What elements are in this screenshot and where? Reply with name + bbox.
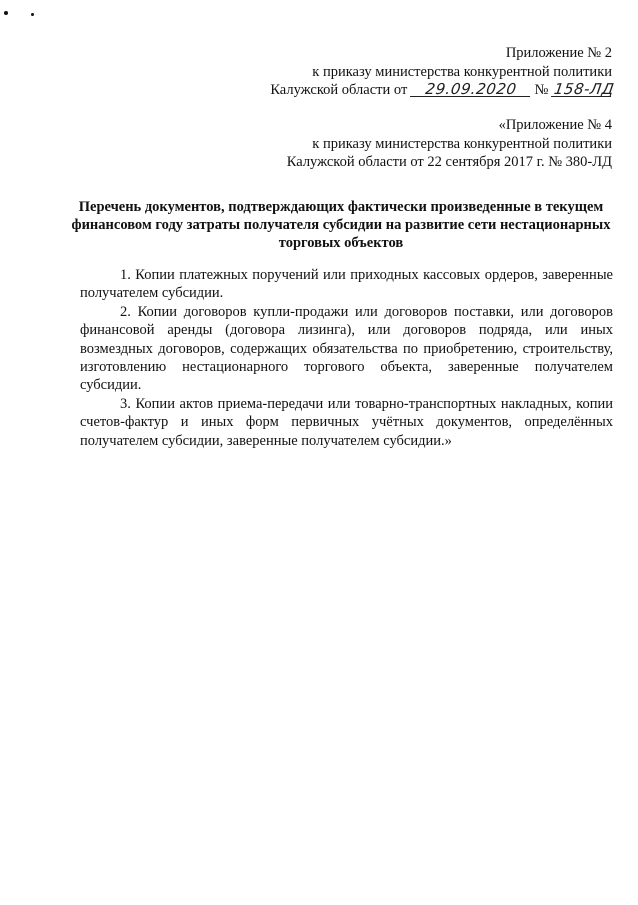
scan-speck bbox=[31, 13, 34, 16]
appendix-header bbox=[270, 44, 616, 100]
appendix-region-label: Калужской области от bbox=[270, 82, 408, 98]
appendix-order-ref: к приказу министерства конкурентной политики bbox=[312, 63, 612, 80]
handwritten-date: 29.09.2020 bbox=[410, 82, 532, 97]
document-title: Перечень документов, подтверждающих фактически произведенные в текущем финансовом году затраты получателя субсидии на развитие сети нестационарных торговых объектов bbox=[71, 199, 611, 251]
original-appendix-header bbox=[287, 116, 612, 172]
appendix-date-line bbox=[270, 80, 616, 100]
document-body bbox=[80, 266, 613, 450]
number-sign: № bbox=[534, 82, 549, 98]
list-item: 1. Копии платежных поручений или приходных кассовых ордеров, заверенные получателем субсидии. bbox=[80, 267, 613, 302]
original-order-ref: к приказу министерства конкурентной политики bbox=[312, 135, 612, 152]
list-item: 3. Копии актов приема-передачи или товарно-транспортных накладных, копии счетов-фактур и иных форм первичных учётных документов, определённых получателем субсидии, заверенные получателем субсидии.» bbox=[80, 395, 613, 449]
list-item: 2. Копии договоров купли-продажи или договоров поставки, или договоров финансовой аренды (договора лизинга), или договоров подряда, или иных возмездных договоров, содержащих обязательства по приобретению, строительству, изготовлению нестационарного торгового объекта, заверенные получателем субсидии. bbox=[80, 303, 613, 394]
scan-speck bbox=[4, 11, 8, 15]
handwritten-number: 158-ЛД bbox=[552, 80, 616, 98]
appendix-number: Приложение № 2 bbox=[505, 45, 612, 61]
original-appendix-number: «Приложение № 4 bbox=[498, 117, 612, 133]
original-order-date: Калужской области от 22 сентября 2017 г. № 380-ЛД bbox=[286, 154, 612, 170]
